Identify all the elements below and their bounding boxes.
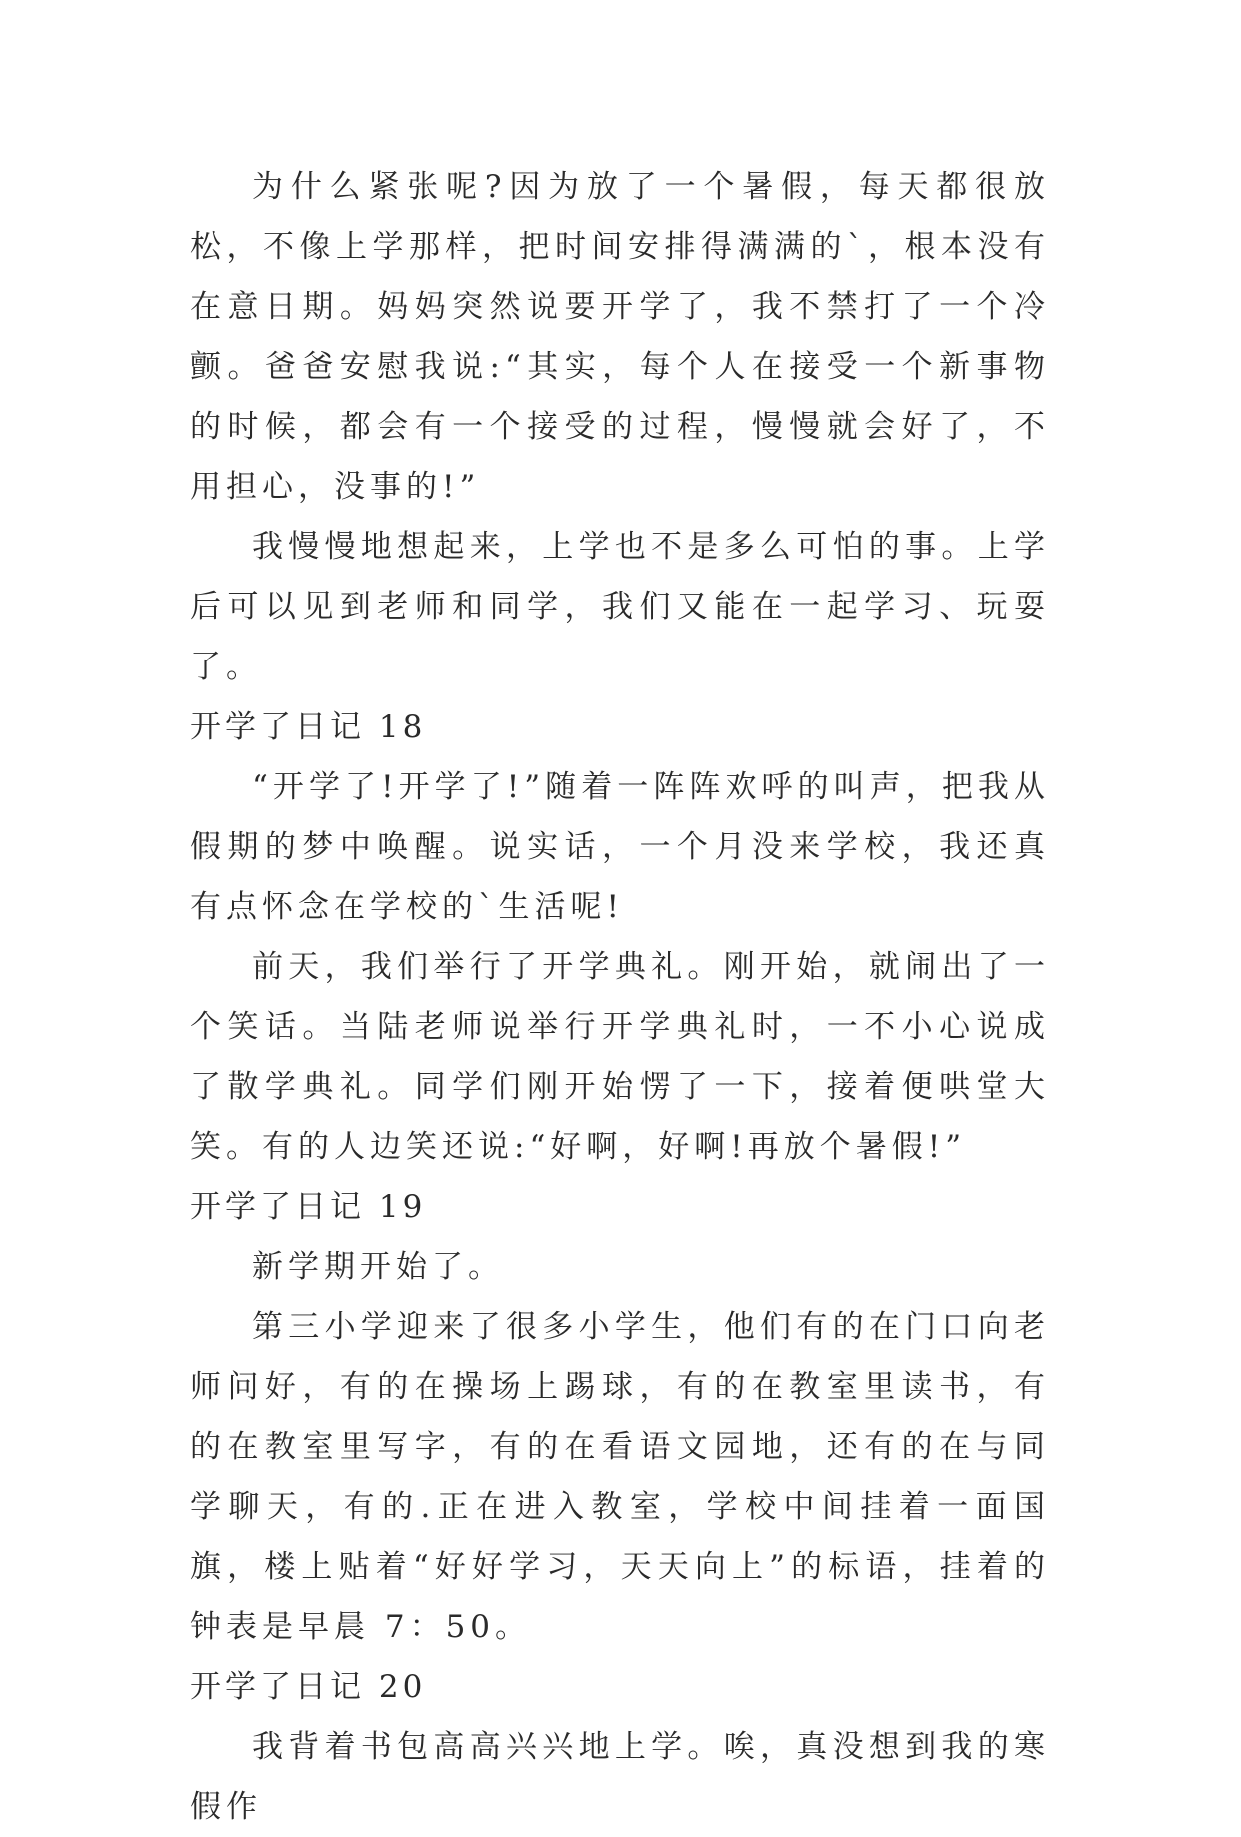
- paragraph: 为什么紧张呢?因为放了一个暑假，每天都很放松，不像上学那样，把时间安排得满满的`，根本没有在意日期。妈妈突然说要开学了，我不禁打了一个冷颤。爸爸安慰我说:“其实，每个人在接受一个新事物的时候，都会有一个接受的过程，慢慢就会好了，不用担心，没事的!”: [190, 169, 1050, 505]
- paragraph: “开学了!开学了!”随着一阵阵欢呼的叫声，把我从假期的梦中唤醒。说实话，一个月没来学校，我还真有点怀念在学校的`生活呢!: [190, 769, 1050, 925]
- section-heading: 开学了日记 19: [190, 1189, 427, 1225]
- paragraph: 我背着书包高高兴兴地上学。唉，真没想到我的寒假作: [190, 1729, 1050, 1825]
- document-page: [190, 157, 1050, 1837]
- paragraph: 我慢慢地想起来，上学也不是多么可怕的事。上学后可以见到老师和同学，我们又能在一起学习、玩耍了。: [190, 529, 1050, 685]
- section-heading: 开学了日记 18: [190, 709, 427, 745]
- paragraph: 第三小学迎来了很多小学生，他们有的在门口向老师问好，有的在操场上踢球，有的在教室里读书，有的在教室里写字，有的在看语文园地，还有的在与同学聊天，有的.正在进入教室，学校中间挂着一面国旗，楼上贴着“好好学习，天天向上”的标语，挂着的钟表是早晨 7：50。: [190, 1309, 1050, 1645]
- paragraph: 前天，我们举行了开学典礼。刚开始，就闹出了一个笑话。当陆老师说举行开学典礼时，一不小心说成了散学典礼。同学们刚开始愣了一下，接着便哄堂大笑。有的人边笑还说:“好啊，好啊!再放个暑假!”: [190, 949, 1050, 1165]
- section-heading: 开学了日记 20: [190, 1669, 427, 1705]
- paragraph: 新学期开始了。: [252, 1249, 504, 1285]
